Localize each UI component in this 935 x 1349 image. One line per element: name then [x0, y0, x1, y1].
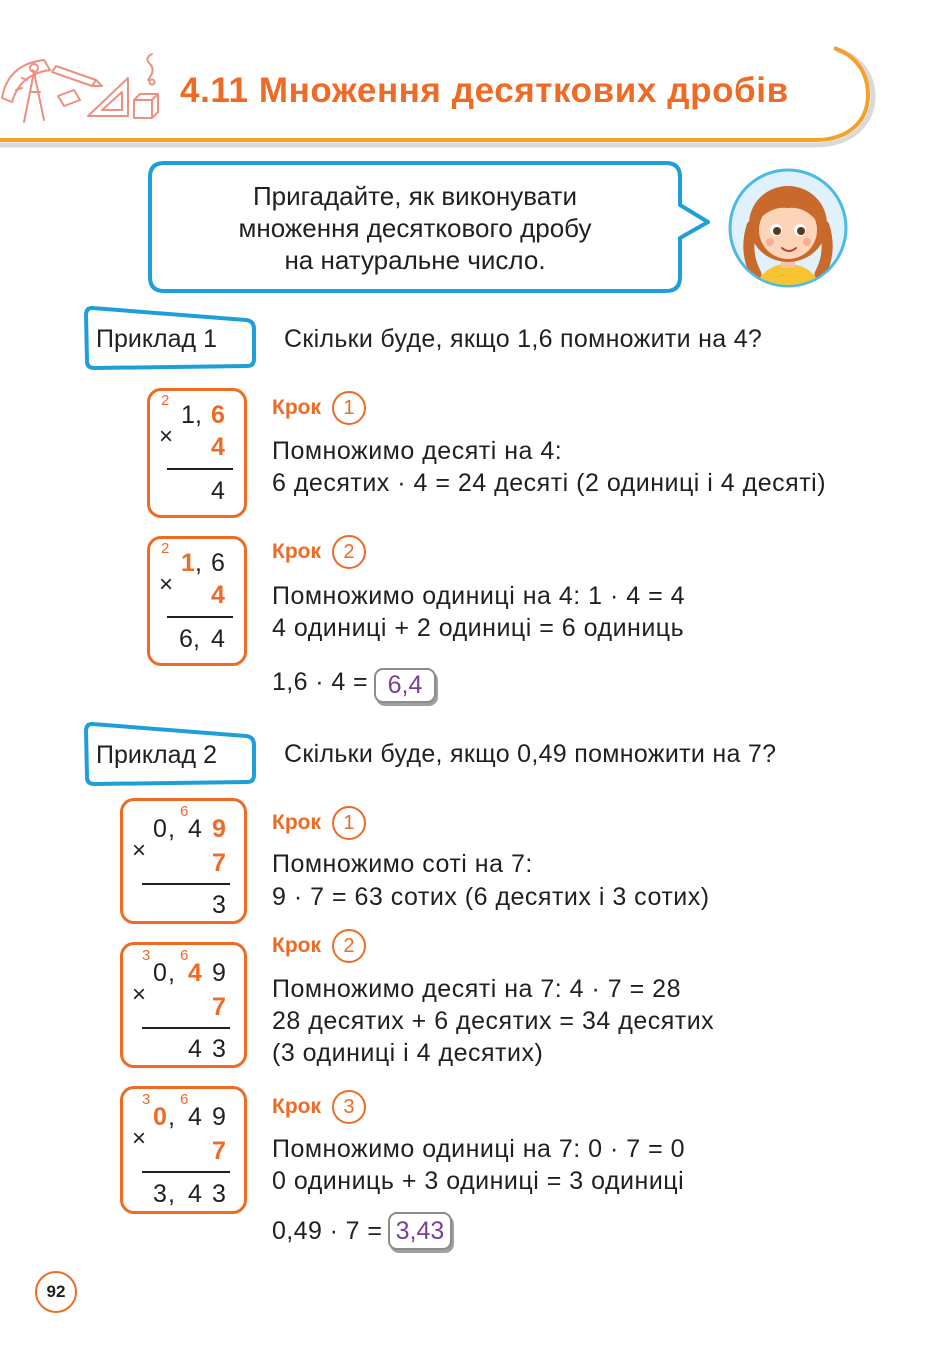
carry-digit: 6: [180, 947, 189, 964]
example-label-text: Приклад 1: [96, 325, 217, 353]
page-number: 92: [35, 1271, 77, 1313]
bubble-line: Пригадайте, як виконувати: [252, 181, 578, 211]
step-explanation: [272, 848, 710, 913]
carry-digit: 3: [142, 1091, 151, 1108]
decimal-comma: ,: [168, 1103, 175, 1131]
column-multiplication: [147, 388, 247, 518]
speech-bubble-text: [150, 180, 680, 276]
step-explanation: [272, 973, 714, 1069]
step-header: [272, 1089, 366, 1124]
step-header: [272, 805, 366, 840]
carry-digit: 6: [180, 1091, 189, 1108]
column-multiplication: [120, 942, 247, 1068]
result-line: [142, 1171, 230, 1173]
digit-highlighted: 4: [188, 959, 202, 987]
multiply-sign: ×: [159, 423, 174, 450]
digit-highlighted: 6: [211, 401, 225, 429]
multiplier-digit: 7: [212, 1137, 226, 1165]
multiply-sign: ×: [159, 571, 174, 598]
step-line: Помножимо десяті на 7: 4 · 7 = 28: [272, 975, 681, 1003]
decimal-comma: ,: [193, 625, 200, 653]
decimal-comma: ,: [168, 959, 175, 987]
multiplier-digit: 4: [211, 433, 225, 461]
step-line: 4 одиниці + 2 одиниці = 6 одиниць: [272, 614, 685, 642]
digit-highlighted: 0: [153, 1103, 167, 1131]
step-explanation: [272, 435, 826, 499]
result-expression: 0,49 · 7 =: [272, 1217, 383, 1245]
result-digit: 3: [212, 1180, 226, 1208]
girl-avatar-icon: [726, 166, 850, 290]
step-line: 9 · 7 = 63 сотих (6 десятих і 3 сотих): [272, 883, 710, 911]
result-digit: 4: [188, 1035, 202, 1063]
step-header: [272, 390, 366, 425]
multiply-sign: ×: [132, 1125, 147, 1152]
step-line: Помножимо одиниці на 4: 1 · 4 = 4: [272, 582, 686, 610]
multiplier-digit: 7: [212, 849, 226, 877]
result-line: [142, 1027, 230, 1029]
step-line: 0 одиниць + 3 одиниці = 3 одиниці: [272, 1167, 685, 1195]
decimal-comma: ,: [195, 401, 202, 429]
step-explanation: [272, 1133, 685, 1197]
column-multiplication: [147, 536, 247, 666]
example-label-text: Приклад 2: [96, 741, 217, 769]
digit: 0: [153, 815, 167, 843]
result-digit: 4: [211, 477, 225, 505]
step-number-badge: 1: [332, 806, 366, 840]
step-line: 6 десятих · 4 = 24 десяті (2 одиниці і 4 десяті): [272, 469, 827, 497]
step-line: Помножимо десяті на 4:: [272, 437, 563, 465]
bubble-line: на натуральне число.: [284, 245, 546, 275]
result-digit: 3: [212, 1035, 226, 1063]
digit-highlighted: 9: [212, 815, 226, 843]
multiply-sign: ×: [132, 981, 147, 1008]
decimal-comma: ,: [195, 549, 202, 577]
result-line: [142, 883, 230, 885]
bubble-line: множення десяткового дробу: [238, 213, 592, 243]
carry-digit: 2: [161, 392, 170, 409]
result-digit: 4: [211, 625, 225, 653]
carry-digit: 3: [142, 947, 151, 964]
step-line: (3 одиниці і 4 десятих): [272, 1039, 544, 1067]
example-label: [84, 722, 258, 788]
example-question: Скільки буде, якщо 1,6 помножити на 4?: [284, 325, 763, 353]
page-title: 4.11 Множення десяткових дробів: [180, 71, 789, 110]
step-number-badge: 2: [332, 929, 366, 963]
column-multiplication: [120, 1086, 247, 1214]
example-question: Скільки буде, якщо 0,49 помножити на 7?: [284, 740, 777, 768]
result-digit: 3: [153, 1180, 167, 1208]
result-digit: 3: [212, 891, 226, 919]
answer-box: 3,43: [388, 1212, 452, 1250]
carry-digit: 2: [161, 540, 170, 557]
step-line: Помножимо одиниці на 7: 0 · 7 = 0: [272, 1135, 686, 1163]
school-supplies-icon: [0, 50, 170, 130]
example-label: [84, 306, 258, 372]
column-multiplication: [120, 798, 247, 924]
step-header: [272, 534, 366, 569]
digit: 6: [211, 549, 225, 577]
step-word: Крок: [272, 933, 321, 957]
multiplier-digit: 4: [211, 581, 225, 609]
answer-box: 6,4: [374, 668, 436, 703]
step-word: Крок: [272, 810, 321, 834]
digit: 9: [212, 1103, 226, 1131]
result-digit: 4: [188, 1180, 202, 1208]
digit: 4: [188, 815, 202, 843]
step-number-badge: 1: [332, 391, 366, 425]
digit: 1: [181, 401, 195, 429]
step-word: Крок: [272, 539, 321, 563]
result-line: [167, 616, 233, 618]
digit: 0: [153, 959, 167, 987]
result-digit: 6: [179, 625, 193, 653]
step-number-badge: 3: [332, 1090, 366, 1124]
step-number-badge: 2: [332, 535, 366, 569]
multiplier-digit: 7: [212, 993, 226, 1021]
digit: 9: [212, 959, 226, 987]
decimal-comma: ,: [168, 815, 175, 843]
decimal-comma: ,: [168, 1180, 175, 1208]
digit: 4: [188, 1103, 202, 1131]
step-line: 28 десятих + 6 десятих = 34 десятих: [272, 1007, 715, 1035]
step-word: Крок: [272, 395, 321, 419]
step-explanation: [272, 580, 685, 644]
result-line: [167, 468, 233, 470]
carry-digit: 6: [180, 803, 189, 820]
digit-highlighted: 1: [181, 549, 195, 577]
step-header: [272, 928, 366, 963]
result-expression: 1,6 · 4 =: [272, 668, 369, 696]
step-word: Крок: [272, 1094, 321, 1118]
multiply-sign: ×: [132, 837, 147, 864]
step-line: Помножимо соті на 7:: [272, 850, 533, 878]
